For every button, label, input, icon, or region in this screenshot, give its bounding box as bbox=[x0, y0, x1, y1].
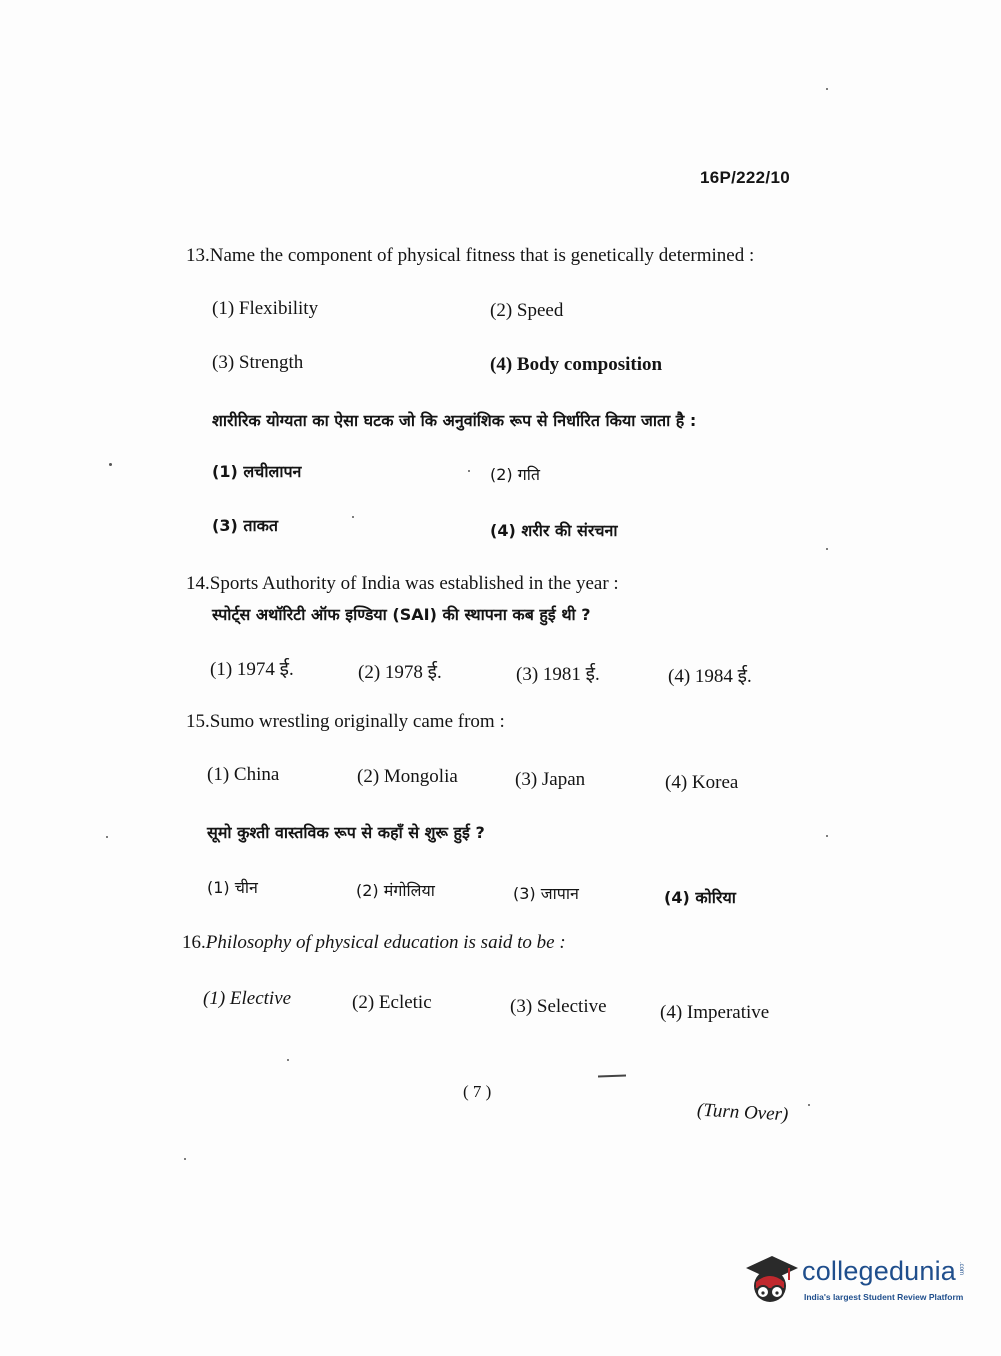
question-16 bbox=[182, 932, 566, 954]
scan-speck bbox=[826, 548, 828, 550]
logo-tagline: India's largest Student Review Platform bbox=[804, 1292, 964, 1302]
scan-speck bbox=[808, 1104, 810, 1106]
option-13-3: (3) Strength bbox=[212, 352, 304, 373]
scan-speck bbox=[109, 463, 112, 466]
scan-speck bbox=[352, 516, 354, 518]
question-number: 15. bbox=[186, 711, 210, 732]
logo-brand-text: collegedunia bbox=[802, 1256, 957, 1286]
turn-over-note: (Turn Over) bbox=[696, 1099, 789, 1126]
option-13-1: (1) Flexibility bbox=[212, 298, 319, 319]
option-15-1: (1) China bbox=[207, 764, 280, 785]
option-15-3-hindi: (3) जापान bbox=[513, 884, 579, 903]
option-13-3-hindi: (3) ताकत bbox=[212, 516, 279, 535]
question-13 bbox=[186, 245, 754, 267]
option-15-3: (3) Japan bbox=[515, 769, 586, 790]
question-15 bbox=[186, 711, 505, 733]
scan-speck bbox=[287, 1059, 289, 1061]
scan-speck bbox=[826, 835, 828, 837]
question-number: 16. bbox=[182, 932, 206, 953]
question-text: Sports Authority of India was established in the year : bbox=[209, 573, 619, 594]
option-13-2: (2) Speed bbox=[490, 300, 564, 321]
option-13-4-hindi: (4) शरीर की संरचना bbox=[490, 521, 618, 540]
option-15-4-hindi: (4) कोरिया bbox=[664, 888, 736, 907]
option-15-4: (4) Korea bbox=[665, 772, 739, 793]
option-15-2: (2) Mongolia bbox=[357, 766, 458, 787]
option-14-3: (3) 1981 ई. bbox=[516, 664, 600, 685]
option-16-2: (2) Ecletic bbox=[352, 992, 432, 1013]
scan-dash-mark bbox=[598, 1075, 626, 1078]
option-14-4: (4) 1984 ई. bbox=[668, 666, 752, 687]
question-text: Philosophy of physical education is said to be : bbox=[205, 932, 566, 953]
collegedunia-mascot-icon bbox=[742, 1252, 800, 1310]
option-16-1: (1) Elective bbox=[203, 988, 292, 1009]
option-15-2-hindi: (2) मंगोलिया bbox=[356, 881, 435, 900]
question-14 bbox=[186, 573, 619, 595]
question-14-hindi: स्पोर्ट्स अथॉरिटी ऑफ इण्डिया (SAI) की स्थापना कब हुई थी ? bbox=[212, 605, 591, 624]
option-15-1-hindi: (1) चीन bbox=[207, 878, 258, 897]
question-15-hindi: सूमो कुश्ती वास्तविक रूप से कहाँ से शुरू हुई ? bbox=[207, 823, 485, 842]
option-16-3: (3) Selective bbox=[510, 996, 607, 1017]
paper-code: 16P/222/10 bbox=[700, 168, 790, 187]
logo-domain-suffix: .com bbox=[958, 1262, 964, 1276]
option-13-1-hindi: (1) लचीलापन bbox=[212, 462, 302, 481]
question-text: Sumo wrestling originally came from : bbox=[209, 711, 505, 732]
collegedunia-logo bbox=[742, 1252, 972, 1314]
option-14-1: (1) 1974 ई. bbox=[210, 659, 294, 680]
question-number: 14. bbox=[186, 573, 210, 594]
question-number: 13. bbox=[186, 245, 210, 266]
option-13-4: (4) Body composition bbox=[490, 354, 663, 375]
question-text: Name the component of physical fitness that is genetically determined : bbox=[209, 245, 755, 266]
scan-speck bbox=[826, 88, 828, 90]
option-16-4: (4) Imperative bbox=[660, 1002, 770, 1023]
scan-speck bbox=[106, 836, 108, 838]
scan-speck bbox=[468, 470, 470, 472]
question-13-hindi: शारीरिक योग्यता का ऐसा घटक जो कि अनुवांशिक रूप से निर्धारित किया जाता है : bbox=[212, 411, 697, 430]
scan-speck bbox=[184, 1158, 186, 1160]
page-number: ( 7 ) bbox=[463, 1082, 492, 1101]
option-14-2: (2) 1978 ई. bbox=[358, 662, 442, 683]
option-13-2-hindi: (2) गति bbox=[490, 465, 541, 484]
